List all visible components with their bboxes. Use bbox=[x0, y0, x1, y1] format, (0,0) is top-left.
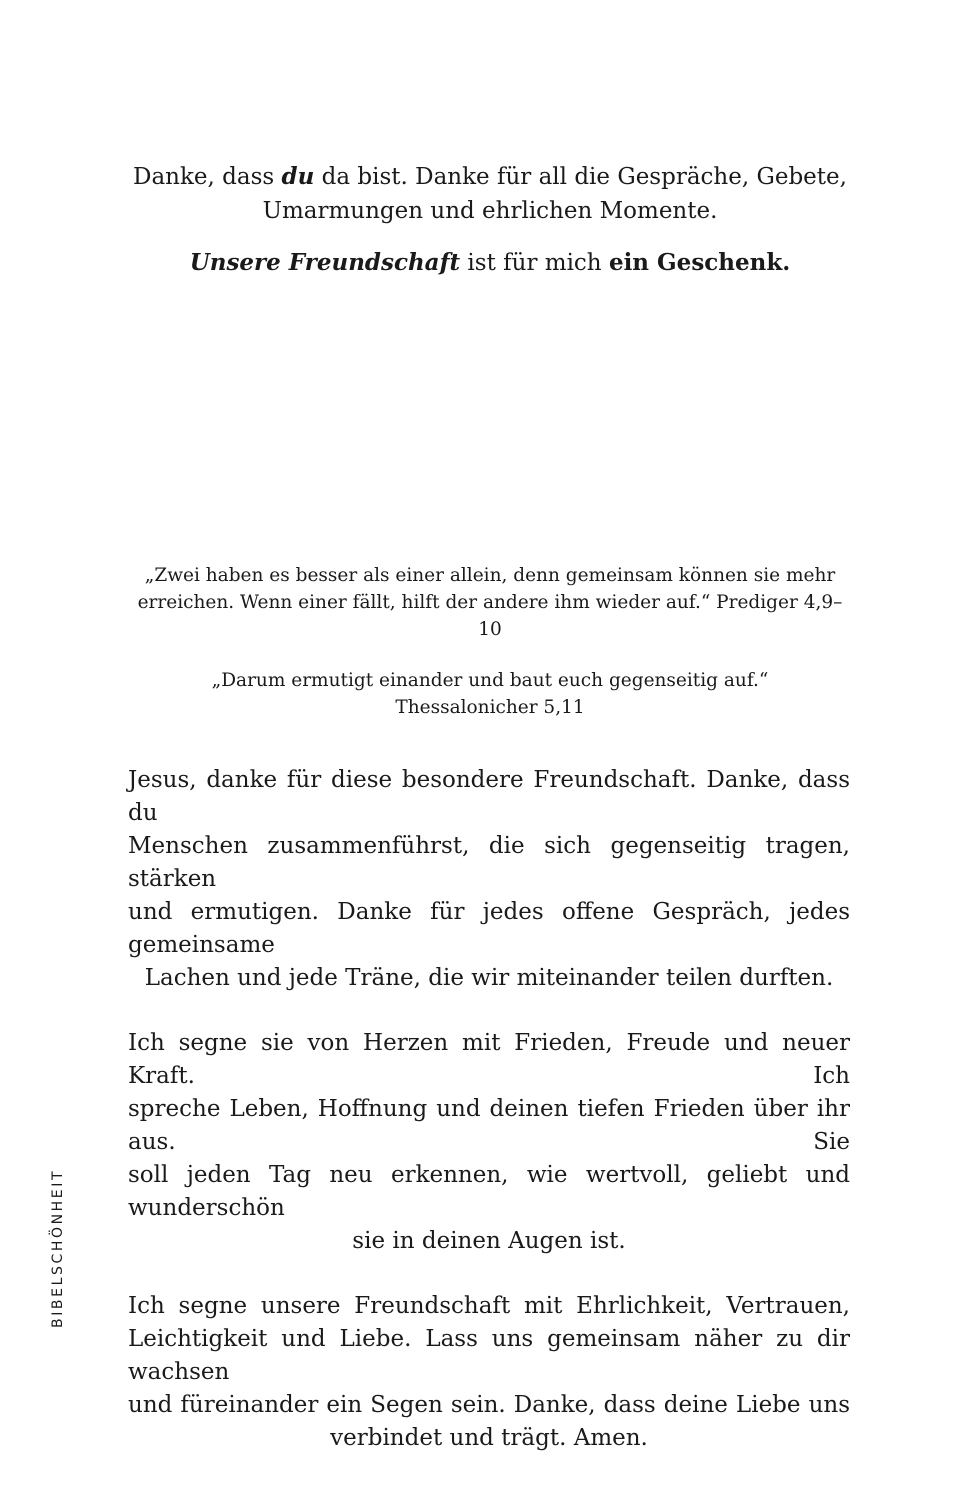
intro-block bbox=[130, 160, 850, 280]
emphasis-du: du bbox=[281, 163, 315, 190]
verse-prediger: „Zwei haben es besser als einer allein, denn gemeinsam können sie mehr erreichen. Wenn einer fällt, hilft der andere ihm wieder auf.“ Prediger 4,9–10 bbox=[137, 565, 843, 640]
emphasis-gift: ein Geschenk. bbox=[608, 249, 791, 276]
emphasis-friendship: Unsere Freundschaft bbox=[189, 249, 461, 276]
intro-line-1: Danke, dass du da bist. Danke für all die Gespräche, Gebete, bbox=[133, 163, 847, 190]
gift-line: Unsere Freundschaft ist für mich ein Geschenk. bbox=[189, 249, 791, 276]
brand-side-label: BIBELSCHÖNHEIT bbox=[50, 1168, 66, 1328]
prayer-paragraph-2: Ich segne sie von Herzen mit Frieden, Freude und neuer Kraft. Ich spreche Leben, Hoffnung und deinen tiefen Frieden über ihr aus. Sie soll jeden Tag neu erkennen, wie wertvoll, geliebt und wunderschön sie in deinen Augen ist. bbox=[128, 1030, 850, 1254]
bible-verses bbox=[130, 562, 850, 721]
prayer-paragraph-3: Ich segne unsere Freundschaft mit Ehrlichkeit, Vertrauen, Leichtigkeit und Liebe. Lass uns gemeinsam näher zu dir wachsen und füreinander ein Segen sein. Danke, dass deine Liebe uns verbindet und trägt. Amen. bbox=[128, 1293, 850, 1451]
prayer-paragraph-1: Jesus, danke für diese besondere Freundschaft. Danke, dass du Menschen zusammenführst, die sich gegenseitig tragen, stärken und ermutigen. Danke für jedes offene Gespräch, jedes gemeinsame Lachen und jede Träne, die wir miteinander teilen durften. bbox=[128, 767, 850, 991]
prayer-text bbox=[128, 764, 850, 1487]
verse-thessalonicher: „Darum ermutigt einander und baut euch gegenseitig auf.“ Thessalonicher 5,11 bbox=[211, 670, 769, 718]
intro-line-2: Umarmungen und ehrlichen Momente. bbox=[262, 198, 718, 224]
